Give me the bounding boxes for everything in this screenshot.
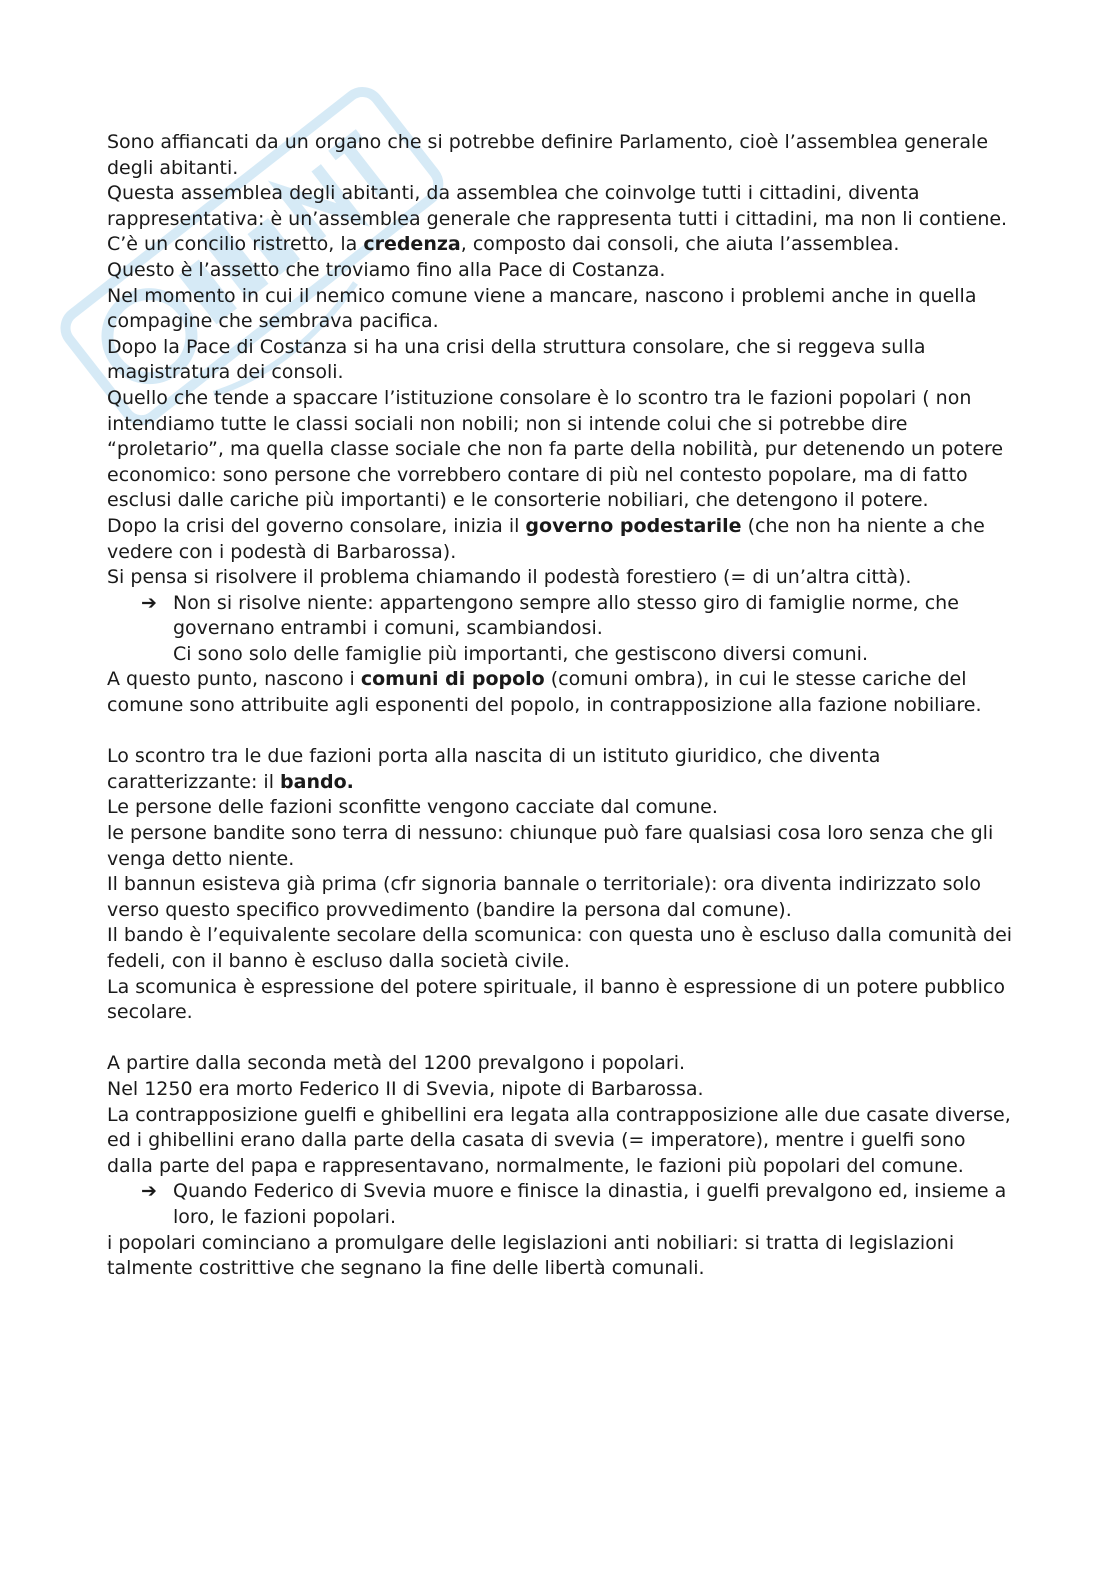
paragraph-5: Nel momento in cui il nemico comune viene a mancare, nascono i problemi anche in quella compagine che sembrava pacifica. [107, 284, 977, 333]
paragraph-7: Quello che tende a spaccare l’istituzione consolare è lo scontro tra le fazioni popolari ( non intendiamo tutte le classi sociali non nobili; non si intende colui che si potrebbe dire “proletario”, ma quella classe sociale che non fa parte della nobilità, pur detenendo un potere economico: sono persone che vorrebbero contare di più nel contesto popolare, ma di fatto esclusi dalle cariche più importanti) e le consorterie nobiliari, che detengono il potere. [107, 386, 1004, 512]
arrow-list-continuation: Ci sono solo delle famiglie più importanti, che gestiscono diversi comuni. [173, 642, 868, 665]
paragraph-18: La scomunica è espressione del potere spirituale, il banno è espressione di un potere pubblico secolare. [107, 975, 1005, 1024]
arrow-right-icon: ➔ [141, 1180, 157, 1203]
paragraph-20: Nel 1250 era morto Federico II di Svevia, nipote di Barbarossa. [107, 1077, 704, 1100]
paragraph-13: Lo scontro tra le due fazioni porta alla nascita di un istituto giuridico, che diventa caratterizzante: il bando. [107, 745, 881, 793]
blank-line [107, 1026, 1017, 1052]
paragraph-12: A questo punto, nascono i comuni di popolo (comuni ombra), in cui le stesse cariche del comune sono attribuite agli esponenti del popolo, in contrapposizione alla fazione nobiliare. [107, 668, 982, 717]
term-bando: bando. [280, 770, 354, 793]
arrow-right-icon: ➔ [141, 591, 157, 614]
paragraph-14: Le persone delle fazioni sconfitte vengono cacciate dal comune. [107, 796, 718, 819]
arrow-list-item-2: ➔ Quando Federico di Svevia muore e finisce la dinastia, i guelfi prevalgono ed, insieme a loro, le fazioni popolari. [141, 1180, 1007, 1228]
paragraph-6: Dopo la Pace di Costanza si ha una crisi della struttura consolare, che si reggeva sulla magistratura dei consoli. [107, 335, 926, 384]
term-governo-podestarile: governo podestarile [525, 514, 742, 537]
blank-line [107, 719, 1017, 745]
term-credenza: credenza [363, 233, 461, 256]
paragraph-17: Il bando è l’equivalente secolare della scomunica: con questa uno è escluso dalla comunità dei fedeli, con il banno è escluso dalla società civile. [107, 924, 1013, 972]
paragraph-15: le persone bandite sono terra di nessuno: chiunque può fare qualsiasi cosa loro senza che gli venga detto niente. [107, 822, 994, 870]
arrow-list-item-1: ➔ Non si risolve niente: appartengono sempre allo stesso giro di famiglie norme, che governano entrambi i comuni, scambiandosi. [141, 591, 959, 640]
paragraph-16: Il bannun esisteva già prima (cfr signoria bannale o territoriale): ora diventa indirizzato solo verso questo specifico provvedimento (bandire la persona dal comune). [107, 873, 981, 921]
paragraph-4: Questo è l’assetto che troviamo fino alla Pace di Costanza. [107, 258, 666, 281]
paragraph-9: Si pensa si risolvere il problema chiamando il podestà forestiero (= di un’altra città). [107, 566, 912, 589]
paragraph-8: Dopo la crisi del governo consolare, inizia il governo podestarile (che non ha niente a che vedere con i podestà di Barbarossa). [107, 514, 985, 563]
paragraph-19: A partire dalla seconda metà del 1200 prevalgono i popolari. [107, 1052, 686, 1075]
paragraph-2: Questa assemblea degli abitanti, da assemblea che coinvolge tutti i cittadini, diventa rappresentativa: è un’assemblea generale che rappresenta tutti i cittadini, ma non li contiene. [107, 182, 1008, 230]
paragraph-21: La contrapposizione guelfi e ghibellini era legata alla contrapposizione alle due casate diverse, ed i ghibellini erano dalla parte della casata di svevia (= imperatore), mentre i guelfi sono dalla parte del papa e rappresentavano, normalmente, le fazioni più popolari del comune. [107, 1103, 1011, 1177]
paragraph-23: i popolari cominciano a promulgare delle legislazioni anti nobiliari: si tratta di legislazioni talmente costrittive che segnano la fine delle libertà comunali. [107, 1231, 955, 1280]
paragraph-3: C’è un concilio ristretto, la credenza, composto dai consoli, che aiuta l’assemblea. [107, 233, 900, 256]
document-body [107, 130, 1017, 1282]
term-comuni-di-popolo: comuni di popolo [360, 668, 545, 691]
paragraph-1: Sono affiancati da un organo che si potrebbe definire Parlamento, cioè l’assemblea generale degli abitanti. [107, 131, 989, 179]
